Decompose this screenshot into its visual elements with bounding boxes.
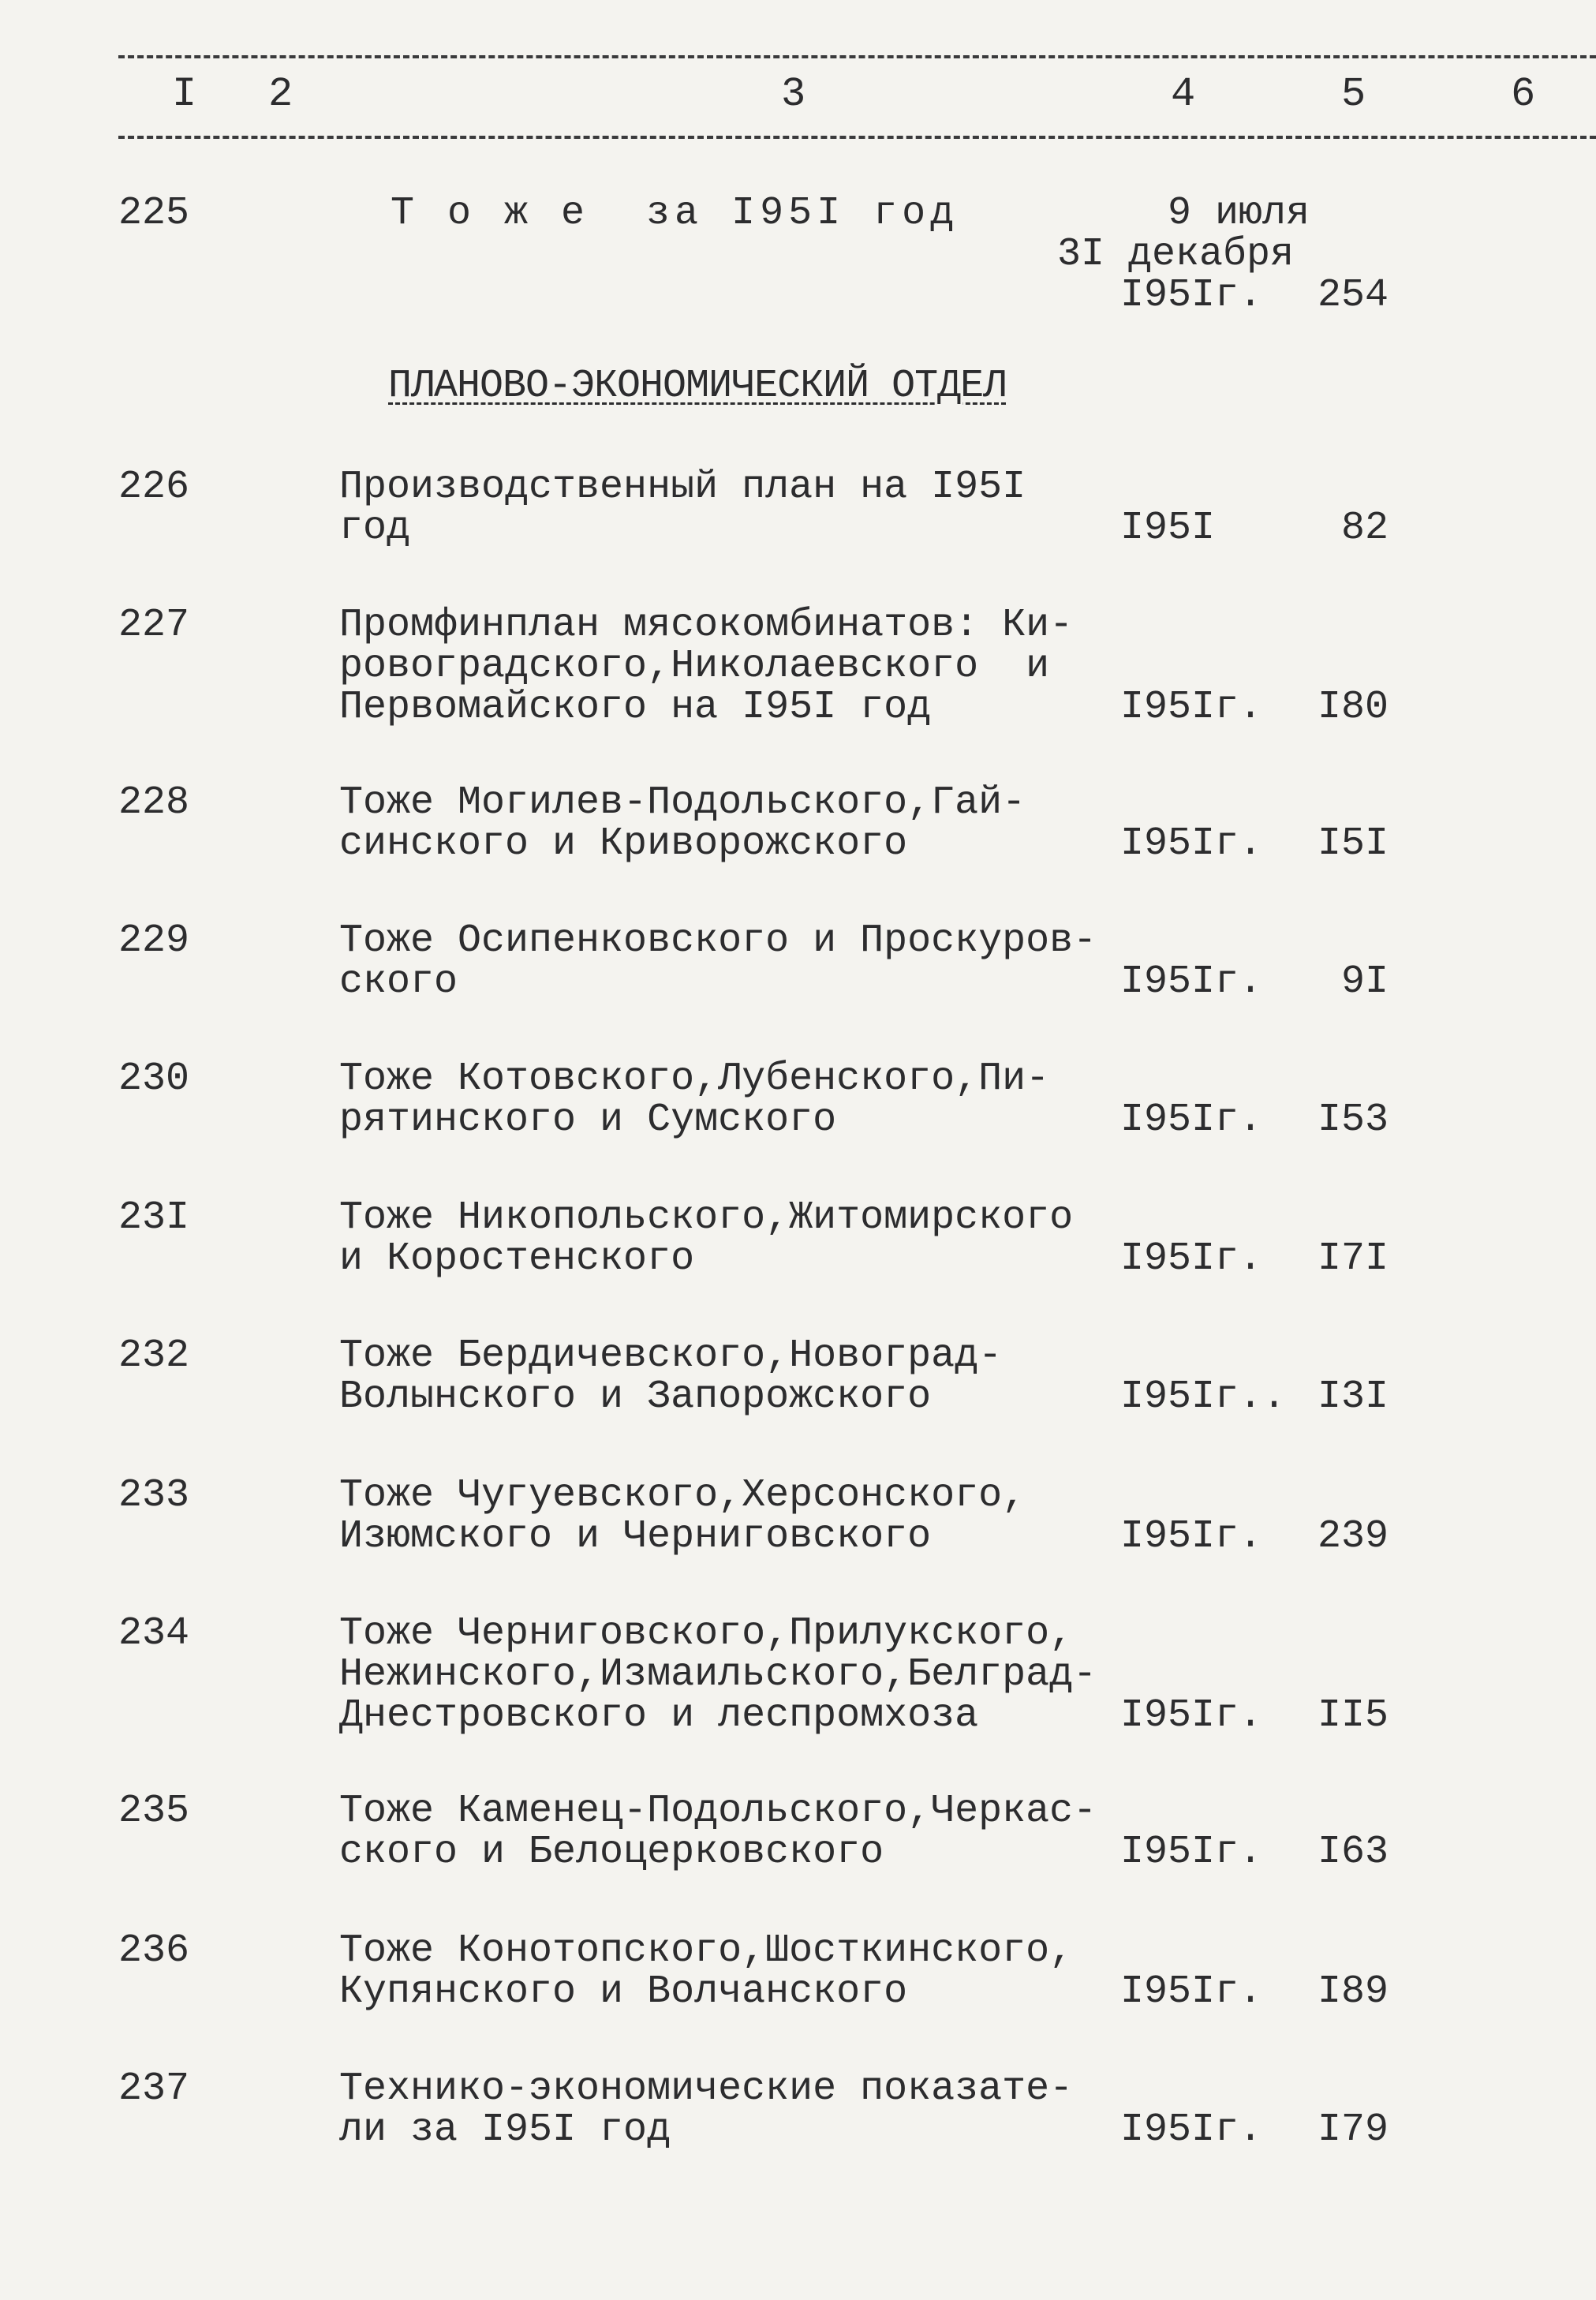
row-date: I95Iг. [1120, 821, 1263, 866]
row-title-line: Технико-экономические показате- [339, 2066, 1074, 2111]
row-date: I95Iг. [1120, 1969, 1263, 2014]
row-title-line: Днестровского и леспромхоза [339, 1693, 979, 1738]
row-date: I95Iг. [1120, 1830, 1263, 1875]
col-header-1: I [172, 71, 197, 118]
row-pages: I3I [1317, 1374, 1389, 1419]
row-pages: 254 [1317, 273, 1389, 318]
row-title-line: Первомайского на I95I год [339, 685, 932, 730]
row-number: 237 [118, 2066, 190, 2111]
row-date: I95Iг. [1120, 1514, 1263, 1559]
row-title-line: Тоже Бердичевского,Новоград- [339, 1333, 1003, 1378]
row-pages: I7I [1317, 1236, 1389, 1281]
row-date: I95Iг. [1120, 273, 1263, 318]
row-title-line: синского и Криворожского [339, 821, 908, 866]
row-date-line: 3I декабря [1056, 232, 1294, 277]
row-number: 226 [118, 465, 190, 510]
row-number: 229 [118, 918, 190, 963]
row-title-line: Купянского и Волчанского [339, 1969, 908, 2014]
row-title-line: ли за I95I год [339, 2107, 671, 2152]
row-number: 23I [118, 1195, 190, 1240]
row-title-line: ровоградского,Николаевского и [339, 644, 1050, 689]
row-number: 235 [118, 1789, 190, 1834]
row-date: I95Iг. [1120, 1236, 1263, 1281]
row-pages: I53 [1317, 1098, 1389, 1143]
row-date: I95Iг. [1120, 685, 1263, 730]
row-number: 228 [118, 780, 190, 825]
header-top-rule [118, 55, 1596, 58]
row-number: 236 [118, 1928, 190, 1973]
row-number: 234 [118, 1611, 190, 1656]
row-pages: 82 [1340, 506, 1389, 551]
row-title-line: рятинского и Сумского [339, 1098, 837, 1143]
row-title-line: Тоже Никопольского,Житомирского [339, 1195, 1074, 1240]
row-pages: I79 [1317, 2107, 1389, 2152]
row-date: I95Iг. [1120, 2107, 1263, 2152]
row-title-line: Тоже Черниговского,Прилукского, [339, 1611, 1074, 1656]
row-title-line: Волынского и Запорожского [339, 1374, 932, 1419]
header-bottom-rule [118, 136, 1596, 139]
row-number: 225 [118, 191, 190, 236]
row-pages: 239 [1317, 1514, 1389, 1559]
row-pages: I63 [1317, 1830, 1389, 1875]
row-number: 230 [118, 1057, 190, 1101]
section-title: ПЛАНОВО-ЭКОНОМИЧЕСКИЙ ОТДЕЛ [388, 364, 1007, 409]
row-date: I95I [1120, 506, 1216, 551]
row-pages: I80 [1317, 685, 1389, 730]
row-title-line: Тоже Конотопского,Шосткинского, [339, 1928, 1074, 1973]
col-header-5: 5 [1341, 71, 1366, 118]
row-pages: 9I [1340, 959, 1389, 1004]
row-title-line: Тоже Каменец-Подольского,Черкас- [339, 1789, 1097, 1834]
row-title-line: ского и Белоцерковского [339, 1830, 884, 1875]
row-title-line: год [339, 506, 411, 551]
row-title-line: и Коростенского [339, 1236, 695, 1281]
row-pages: I89 [1317, 1969, 1389, 2014]
row-date: I95Iг. [1120, 1693, 1263, 1738]
row-date-line: 9 июля [1167, 191, 1310, 236]
col-header-4: 4 [1171, 71, 1196, 118]
row-title: Т о ж е за I95I год [391, 191, 959, 236]
row-date: I95Iг.. [1120, 1374, 1287, 1419]
row-number: 227 [118, 603, 190, 648]
col-header-2: 2 [268, 71, 293, 118]
row-date: I95Iг. [1120, 959, 1263, 1004]
row-number: 233 [118, 1473, 190, 1518]
row-title-line: Тоже Могилев-Подольского,Гай- [339, 780, 1026, 825]
col-header-6: 6 [1511, 71, 1536, 118]
row-title-line: Нежинского,Измаильского,Белград- [339, 1652, 1097, 1697]
row-pages: II5 [1317, 1693, 1389, 1738]
row-title-line: Тоже Чугуевского,Херсонского, [339, 1473, 1026, 1518]
row-pages: I5I [1317, 821, 1389, 866]
col-header-3: 3 [781, 71, 806, 118]
row-title-line: ского [339, 959, 458, 1004]
row-title-line: Промфинплан мясокомбинатов: Ки- [339, 603, 1074, 648]
row-title-line: Тоже Котовского,Лубенского,Пи- [339, 1057, 1050, 1101]
row-date: I95Iг. [1120, 1098, 1263, 1143]
row-title-line: Изюмского и Черниговского [339, 1514, 932, 1559]
row-number: 232 [118, 1333, 190, 1378]
row-title-line: Производственный план на I95I [339, 465, 1026, 510]
row-title-line: Тоже Осипенковского и Проскуров- [339, 918, 1097, 963]
